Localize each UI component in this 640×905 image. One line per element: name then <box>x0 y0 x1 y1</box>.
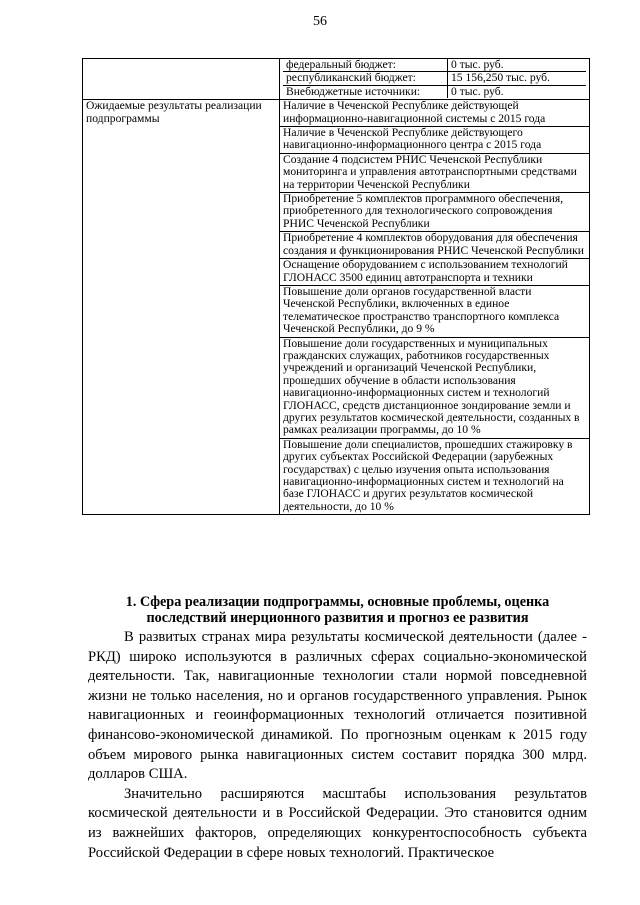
section-heading: 1. Сфера реализации подпрограммы, основные проблемы, оценка последствий инерционного развития и прогноз ее развития <box>125 594 550 626</box>
result-item: Оснащение оборудованием с использованием технологий ГЛОНАСС 3500 единиц автотранспорта и техники <box>280 259 590 286</box>
result-item: Приобретение 4 комплектов оборудования для обеспечения создания и функционирования РНИС Чеченской Республики <box>280 232 590 259</box>
result-item: Наличие в Чеченской Республике действующей информационно-навигационной системы с 2015 года <box>280 100 590 127</box>
budget-value: 0 тыс. руб. <box>451 84 504 98</box>
budget-grid <box>283 59 586 98</box>
result-item: Повышение доли государственных и муниципальных гражданских служащих, работников государственных учреждений и организаций Чеченской Республики, прошедших обучение в области использования навигационно-информационных систем и технологий ГЛОНАСС, средств дистанционное зондирование земли и других результатов космической деятельности, созданных в рамках реализации программы, до 10 % <box>280 337 590 438</box>
budget-cell <box>280 59 590 100</box>
result-item: Повышение доли органов государственной власти Чеченской Республики, включенных в единое телематическое пространство транспортного комплекса Чеченской Республики, до 9 % <box>280 285 590 337</box>
budget-value: 0 тыс. руб. <box>448 59 586 72</box>
body-text <box>88 628 587 863</box>
budget-label: федеральный бюджет: <box>283 59 448 72</box>
table-row <box>83 100 590 127</box>
paragraph: Значительно расширяются масштабы использования результатов космической деятельности и в Российской Федерации. Это становится одним из важнейших факторов, определяющих конкурентоспособность субъекта Российской Федерации в сфере новых технологий. Практическое <box>88 785 587 861</box>
table-row <box>83 59 590 100</box>
budget-label: Внебюджетные источники: <box>283 86 448 98</box>
paragraph: В развитых странах мира результаты космической деятельности (далее - РКД) широко используются в различных сферах социально-экономической деятельности. Так, навигационные технологии стали нормой повседневной жизни не только населения, но и органов государственного управления. Рынок навигационных и геоинформационных технологий отличается позитивной финансово-экономической динамикой. По прогнозным оценкам к 2015 году объем мирового рынка навигационных систем составит порядка 300 млрд. долларов США. <box>88 629 587 783</box>
budget-value: 15 156,250 тыс. руб. <box>448 72 586 85</box>
page-number: 56 <box>313 14 327 29</box>
table-cell-empty <box>83 59 280 100</box>
subprogram-passport-table <box>82 58 590 515</box>
budget-label: республиканский бюджет: <box>283 72 448 85</box>
result-item: Создание 4 подсистем РНИС Чеченской Республики мониторинга и управления автотранспортными средствами на территории Чеченской Республики <box>280 153 590 192</box>
result-item: Наличие в Чеченской Республике действующего навигационно-информационного центра с 2015 года <box>280 127 590 154</box>
result-item: Повышение доли специалистов, прошедших стажировку в других субъектах Российской Федерации (зарубежных государствах) с целью изучения опыта использования навигационно-информационных систем и технологий на базе ГЛОНАСС и других результатов космической деятельности, до 10 % <box>280 438 590 514</box>
results-label: Ожидаемые результаты реализации подпрограммы <box>83 100 280 515</box>
result-item: Приобретение 5 комплектов программного обеспечения, приобретенного для технологического сопровождения РНИС Чеченской Республики <box>280 193 590 232</box>
